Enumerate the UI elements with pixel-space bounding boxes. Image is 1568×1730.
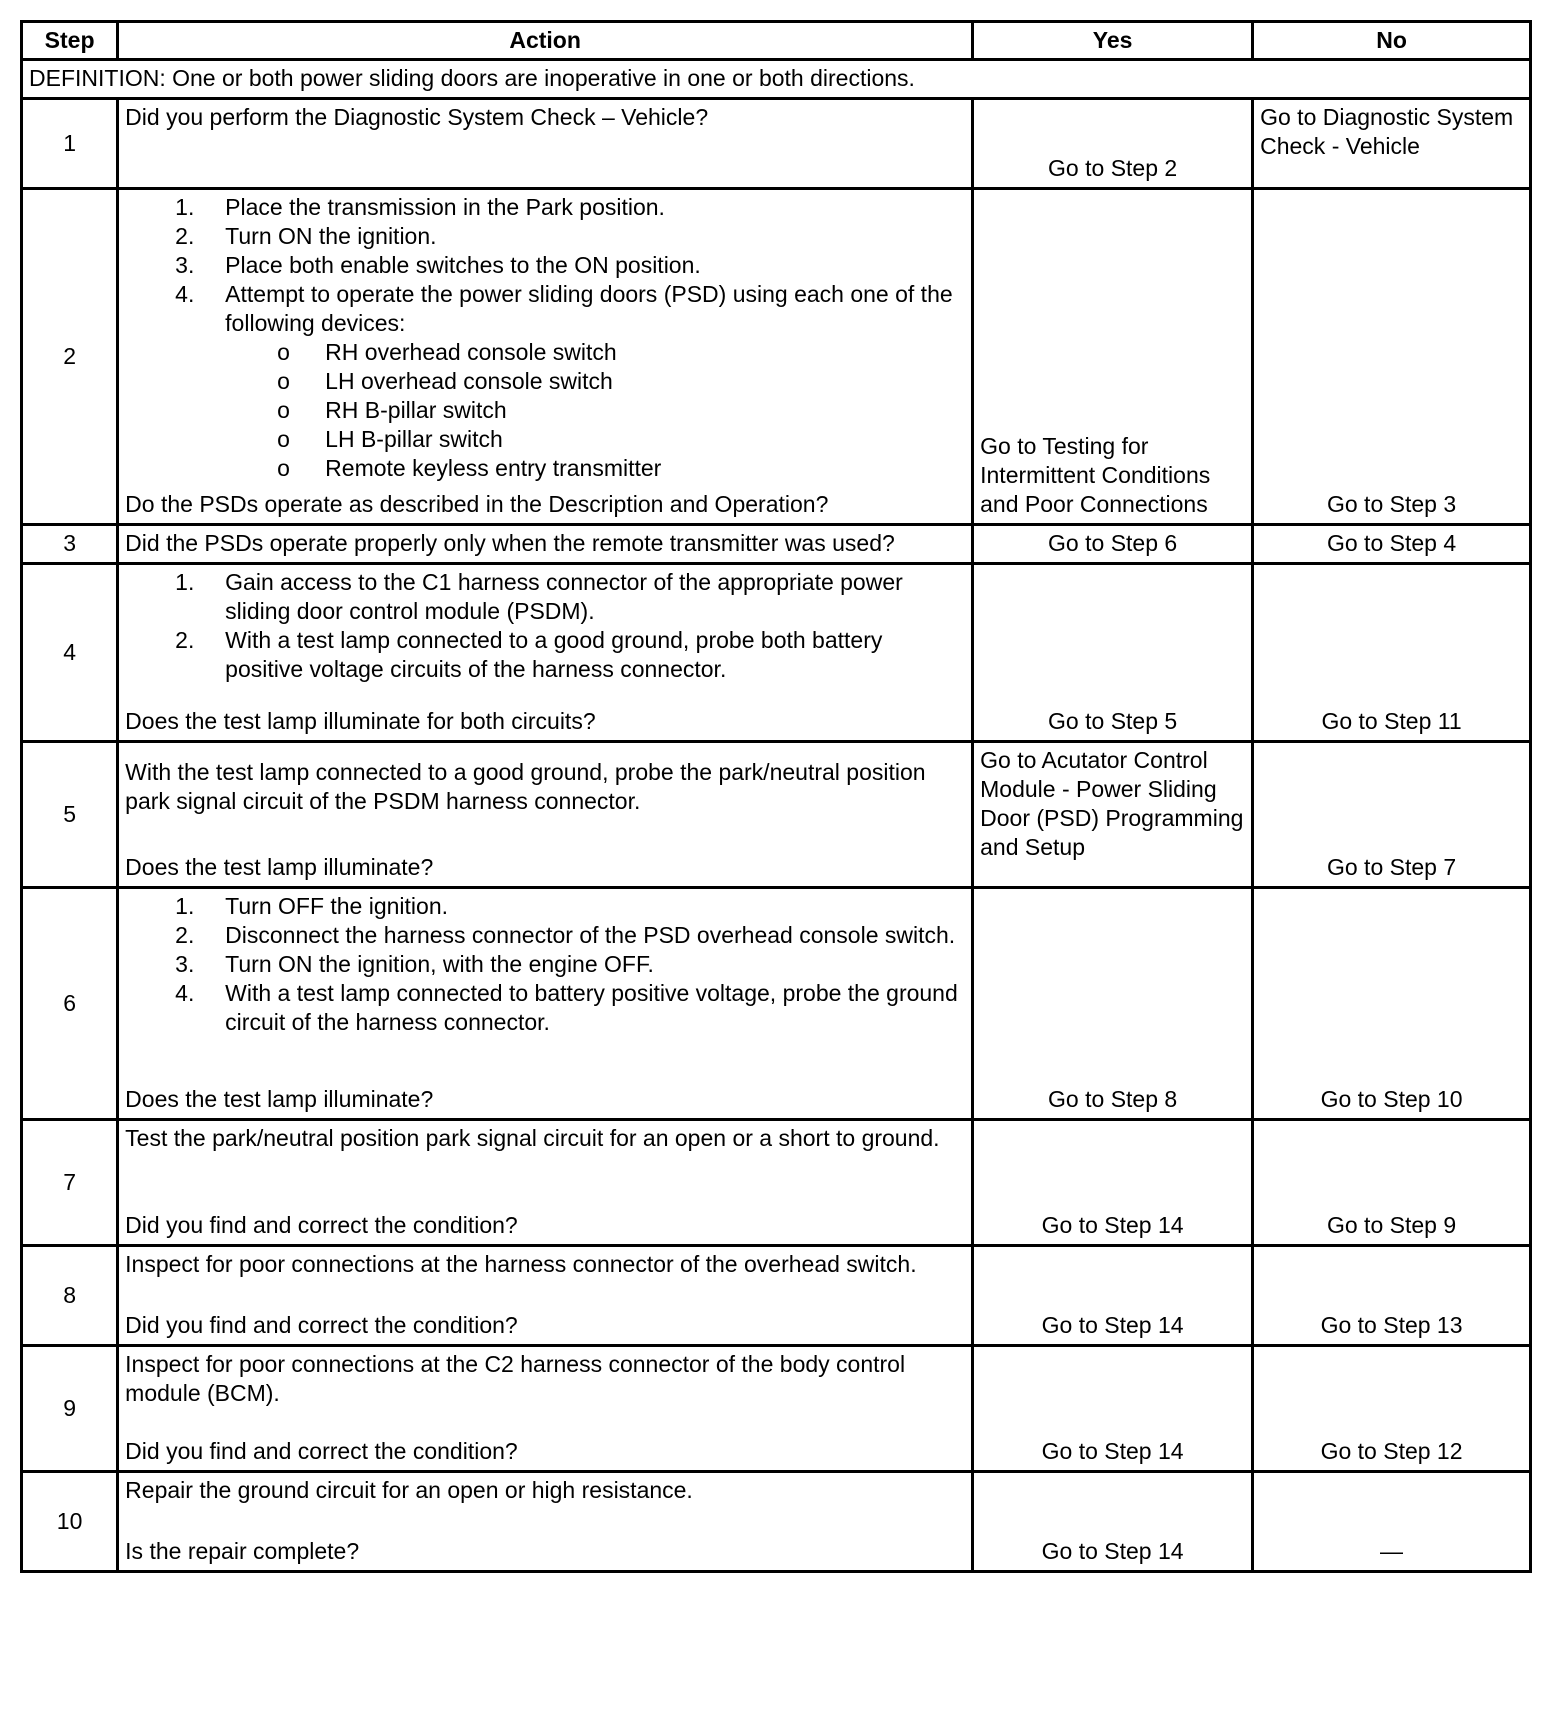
no-link[interactable]: Go to Step 12 (1320, 1438, 1463, 1464)
step-number: 8 (22, 1246, 118, 1346)
no-cell (1253, 99, 1531, 189)
action-cell (118, 564, 973, 742)
action-text: With the test lamp connected to a good ground, probe the park/neutral position park signal circuit of the PSDM harness connector. (125, 759, 926, 814)
step-number: 4 (22, 564, 118, 742)
yes-cell (973, 742, 1253, 888)
header-no: No (1253, 22, 1531, 60)
table-row (22, 189, 1531, 525)
list-item: 3. Place both enable switches to the ON position. (175, 252, 701, 278)
question-text: Does the test lamp illuminate for both circuits? (125, 708, 596, 734)
list-item: o LH B-pillar switch (277, 426, 503, 452)
action-text: Inspect for poor connections at the C2 harness connector of the body control module (BCM). (125, 1351, 906, 1406)
list-item: 2. With a test lamp connected to a good ground, probe both battery positive voltage circuits of the harness connector. (175, 627, 883, 682)
action-cell (118, 189, 973, 525)
list-item: 4. With a test lamp connected to battery positive voltage, probe the ground circuit of the harness connector. (175, 980, 958, 1035)
list-item: 2. Turn ON the ignition. (175, 223, 437, 249)
list-item: 1. Gain access to the C1 harness connector of the appropriate power sliding door control module (PSDM). (175, 569, 903, 624)
no-link[interactable]: Go to Step 13 (1320, 1312, 1463, 1338)
yes-link[interactable]: Go to Step 14 (1041, 1538, 1184, 1564)
no-cell (1253, 1246, 1531, 1346)
no-cell (1253, 1120, 1531, 1246)
action-cell (118, 1472, 973, 1572)
question-text: Do the PSDs operate as described in the Description and Operation? (125, 491, 829, 517)
no-cell (1253, 189, 1531, 525)
table-row (22, 99, 1531, 189)
yes-cell (973, 1246, 1253, 1346)
yes-cell (973, 99, 1253, 189)
step-number: 3 (22, 525, 118, 564)
step-number: 5 (22, 742, 118, 888)
no-link[interactable]: Go to Step 9 (1326, 1212, 1457, 1238)
diagnostic-table (20, 20, 1532, 1573)
no-link[interactable]: Go to Step 11 (1321, 708, 1462, 734)
no-link[interactable]: Go to Step 3 (1326, 491, 1457, 517)
question-text: Did you find and correct the condition? (125, 1438, 518, 1464)
yes-link[interactable]: Go to Testing for Intermittent Conditions and Poor Connections (980, 433, 1211, 517)
header-step: Step (22, 22, 118, 60)
table-row (22, 742, 1531, 888)
question-text: Did you find and correct the condition? (125, 1312, 518, 1338)
list-item: o RH overhead console switch (277, 339, 617, 365)
definition-text: DEFINITION: One or both power sliding doors are inoperative in one or both directions. (22, 60, 1531, 99)
action-cell (118, 525, 973, 564)
yes-link[interactable]: Go to Acutator Control Module - Power Sliding Door (PSD) Programming and Setup (980, 747, 1244, 860)
no-cell (1253, 1346, 1531, 1472)
action-cell (118, 1346, 973, 1472)
step-number: 7 (22, 1120, 118, 1246)
table-row (22, 564, 1531, 742)
table-row (22, 888, 1531, 1120)
action-cell (118, 888, 973, 1120)
question-text: Is the repair complete? (125, 1538, 360, 1564)
action-cell (118, 742, 973, 888)
question-text: Did you find and correct the condition? (125, 1212, 518, 1238)
no-dash: — (1380, 1538, 1404, 1564)
table-row (22, 1120, 1531, 1246)
no-link[interactable]: Go to Step 4 (1326, 530, 1457, 556)
action-cell (118, 1246, 973, 1346)
step-number: 9 (22, 1346, 118, 1472)
device-list (125, 338, 965, 483)
procedure-list (125, 892, 965, 1037)
table-row (22, 1472, 1531, 1572)
yes-link[interactable]: Go to Step 5 (1048, 708, 1178, 734)
step-number: 2 (22, 189, 118, 525)
list-item: o RH B-pillar switch (277, 397, 507, 423)
yes-link[interactable]: Go to Step 8 (1048, 1086, 1178, 1112)
question-text: Does the test lamp illuminate? (125, 1086, 434, 1112)
action-text: Repair the ground circuit for an open or high resistance. (125, 1477, 693, 1503)
list-item: 4. Attempt to operate the power sliding doors (PSD) using each one of the following devices: (175, 281, 953, 336)
no-link[interactable]: Go to Step 7 (1326, 854, 1457, 880)
step-number: 1 (22, 99, 118, 189)
table-row (22, 1346, 1531, 1472)
no-cell (1253, 888, 1531, 1120)
header-yes: Yes (973, 22, 1253, 60)
question-text: Does the test lamp illuminate? (125, 854, 434, 880)
yes-cell (973, 525, 1253, 564)
no-cell (1253, 525, 1531, 564)
no-link[interactable]: Go to Step 10 (1320, 1086, 1463, 1112)
no-cell (1253, 1472, 1531, 1572)
yes-cell (973, 1346, 1253, 1472)
definition-row (22, 60, 1531, 99)
yes-cell (973, 564, 1253, 742)
step-number: 10 (22, 1472, 118, 1572)
yes-cell (973, 1472, 1253, 1572)
list-item: 1. Turn OFF the ignition. (175, 893, 449, 919)
header-row (22, 22, 1531, 60)
action-text: Test the park/neutral position park signal circuit for an open or a short to ground. (125, 1125, 940, 1151)
no-link[interactable]: Go to Diagnostic System Check - Vehicle (1260, 104, 1514, 159)
no-cell (1253, 564, 1531, 742)
list-item: 3. Turn ON the ignition, with the engine OFF. (175, 951, 654, 977)
yes-link[interactable]: Go to Step 2 (1048, 155, 1178, 181)
yes-link[interactable]: Go to Step 14 (1041, 1212, 1184, 1238)
table-row (22, 1246, 1531, 1346)
list-item: 1. Place the transmission in the Park position. (175, 194, 665, 220)
header-action: Action (118, 22, 973, 60)
yes-link[interactable]: Go to Step 14 (1041, 1438, 1184, 1464)
action-text: Did you perform the Diagnostic System Check – Vehicle? (125, 104, 709, 130)
step-number: 6 (22, 888, 118, 1120)
procedure-list (125, 193, 965, 338)
no-cell (1253, 742, 1531, 888)
procedure-list (125, 568, 965, 684)
yes-link[interactable]: Go to Step 6 (1048, 530, 1178, 556)
list-item: o Remote keyless entry transmitter (277, 455, 662, 481)
action-text: Inspect for poor connections at the harness connector of the overhead switch. (125, 1251, 917, 1277)
list-item: 2. Disconnect the harness connector of the PSD overhead console switch. (175, 922, 956, 948)
yes-link[interactable]: Go to Step 14 (1041, 1312, 1184, 1338)
yes-cell (973, 1120, 1253, 1246)
yes-cell (973, 189, 1253, 525)
action-cell (118, 1120, 973, 1246)
list-item: o LH overhead console switch (277, 368, 613, 394)
yes-cell (973, 888, 1253, 1120)
action-text: Did the PSDs operate properly only when the remote transmitter was used? (125, 530, 895, 556)
table-row (22, 525, 1531, 564)
action-cell (118, 99, 973, 189)
